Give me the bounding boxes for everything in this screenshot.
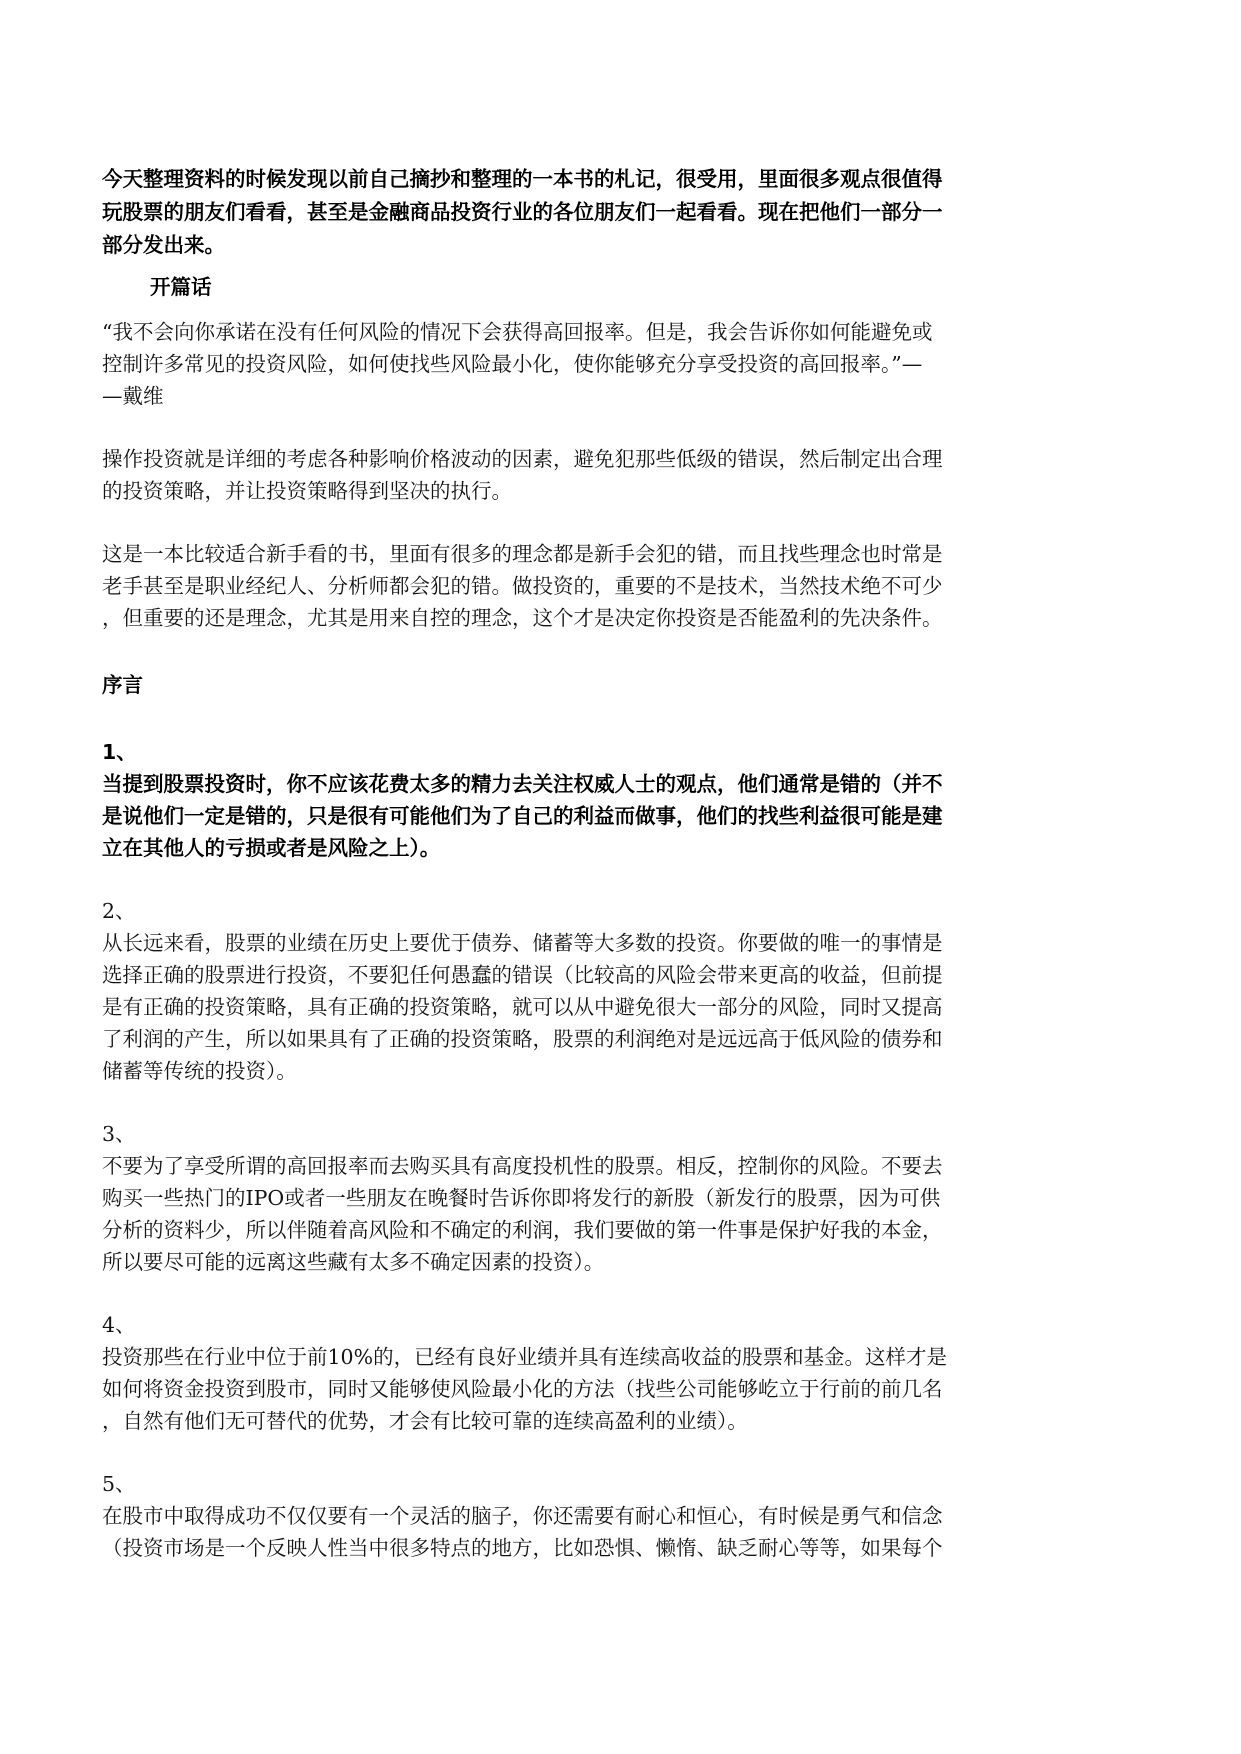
item-1-line-3: 立在其他人的亏损或者是风险之上）。 xyxy=(102,836,441,860)
item-2-line-4: 了利润的产生，所以如果具有了正确的投资策略，股票的利润绝对是远远高于低风险的债券和 xyxy=(102,1027,943,1051)
body-paragraph-2-line-3: ，但重要的还是理念，尤其是用来自控的理念，这个才是决定你投资是否能盈利的先决条件。 xyxy=(102,606,943,630)
item-5-line-2: （投资市场是一个反映人性当中很多特点的地方，比如恐惧、懒惰、缺乏耐心等等，如果每个 xyxy=(102,1536,943,1560)
item-4-line-1: 投资那些在行业中位于前10%的，已经有良好业绩并具有连续高收益的股票和基金。这样才是 xyxy=(102,1345,948,1369)
item-3-line-2: 购买一些热门的IPO或者一些朋友在晚餐时告诉你即将发行的新股（新发行的股票，因为可供 xyxy=(102,1186,941,1210)
body-paragraph-1-line-2: 的投资策略，并让投资策略得到坚决的执行。 xyxy=(102,479,512,503)
item-3-number: 3、 xyxy=(102,1122,136,1146)
item-3-line-4: 所以要尽可能的远离这些藏有太多不确定因素的投资）。 xyxy=(102,1250,605,1274)
item-2-line-3: 是有正确的投资策略，具有正确的投资策略，就可以从中避免很大一部分的风险，同时又提高 xyxy=(102,995,943,1019)
item-2-number: 2、 xyxy=(102,899,136,923)
item-4-number: 4、 xyxy=(102,1313,136,1337)
body-paragraph-2-line-2: 老手甚至是职业经纪人、分析师都会犯的错。做投资的，重要的不是技术，当然技术绝不可少 xyxy=(102,574,943,598)
item-1-line-1: 当提到股票投资时，你不应该花费太多的精力去关注权威人士的观点，他们通常是错的（并不 xyxy=(102,772,943,796)
item-5-line-1: 在股市中取得成功不仅仅要有一个灵活的脑子，你还需要有耐心和恒心，有时候是勇气和信念 xyxy=(102,1504,943,1528)
item-3-line-3: 分析的资料少，所以伴随着高风险和不确定的利润，我们要做的第一件事是保护好我的本金， xyxy=(102,1218,943,1242)
body-paragraph-2-line-1: 这是一本比较适合新手看的书，里面有很多的理念都是新手会犯的错，而且找些理念也时常是 xyxy=(102,542,943,566)
intro-paragraph-line-3: 部分发出来。 xyxy=(102,233,225,257)
item-5-number: 5、 xyxy=(102,1472,136,1496)
intro-paragraph-line-2: 玩股票的朋友们看看，甚至是金融商品投资行业的各位朋友们一起看看。现在把他们一部分一 xyxy=(102,200,943,224)
quote-line-3: —戴维 xyxy=(102,384,164,408)
quote-line-1: “我不会向你承诺在没有任何风险的情况下会获得高回报率。但是，我会告诉你如何能避免或 xyxy=(102,320,933,344)
quote-line-2: 控制许多常见的投资风险，如何使找些风险最小化，使你能够充分享受投资的高回报率。”— xyxy=(102,352,923,376)
intro-paragraph-line-1: 今天整理资料的时候发现以前自己摘抄和整理的一本书的札记，很受用，里面很多观点很值得 xyxy=(102,167,943,191)
body-paragraph-1-line-1: 操作投资就是详细的考虑各种影响价格波动的因素，避免犯那些低级的错误，然后制定出合理 xyxy=(102,447,943,471)
item-2-line-2: 选择正确的股票进行投资，不要犯任何愚蠢的错误（比较高的风险会带来更高的收益，但前提 xyxy=(102,963,943,987)
item-3-line-1: 不要为了享受所谓的高回报率而去购买具有高度投机性的股票。相反，控制你的风险。不要去 xyxy=(102,1154,943,1178)
section-title-opening: 开篇话 xyxy=(150,275,212,299)
item-4-line-3: ，自然有他们无可替代的优势，才会有比较可靠的连续高盈利的业绩）。 xyxy=(102,1409,748,1433)
item-2-line-5: 储蓄等传统的投资）。 xyxy=(102,1059,297,1083)
item-1-line-2: 是说他们一定是错的，只是很有可能他们为了自己的利益而做事，他们的找些利益很可能是建 xyxy=(102,804,943,828)
section-title-preface: 序言 xyxy=(102,673,143,697)
item-1-number: 1、 xyxy=(102,740,137,764)
item-4-line-2: 如何将资金投资到股市，同时又能够使风险最小化的方法（找些公司能够屹立于行前的前几名 xyxy=(102,1377,943,1401)
item-2-line-1: 从长远来看，股票的业绩在历史上要优于债券、储蓄等大多数的投资。你要做的唯一的事情是 xyxy=(102,931,943,955)
